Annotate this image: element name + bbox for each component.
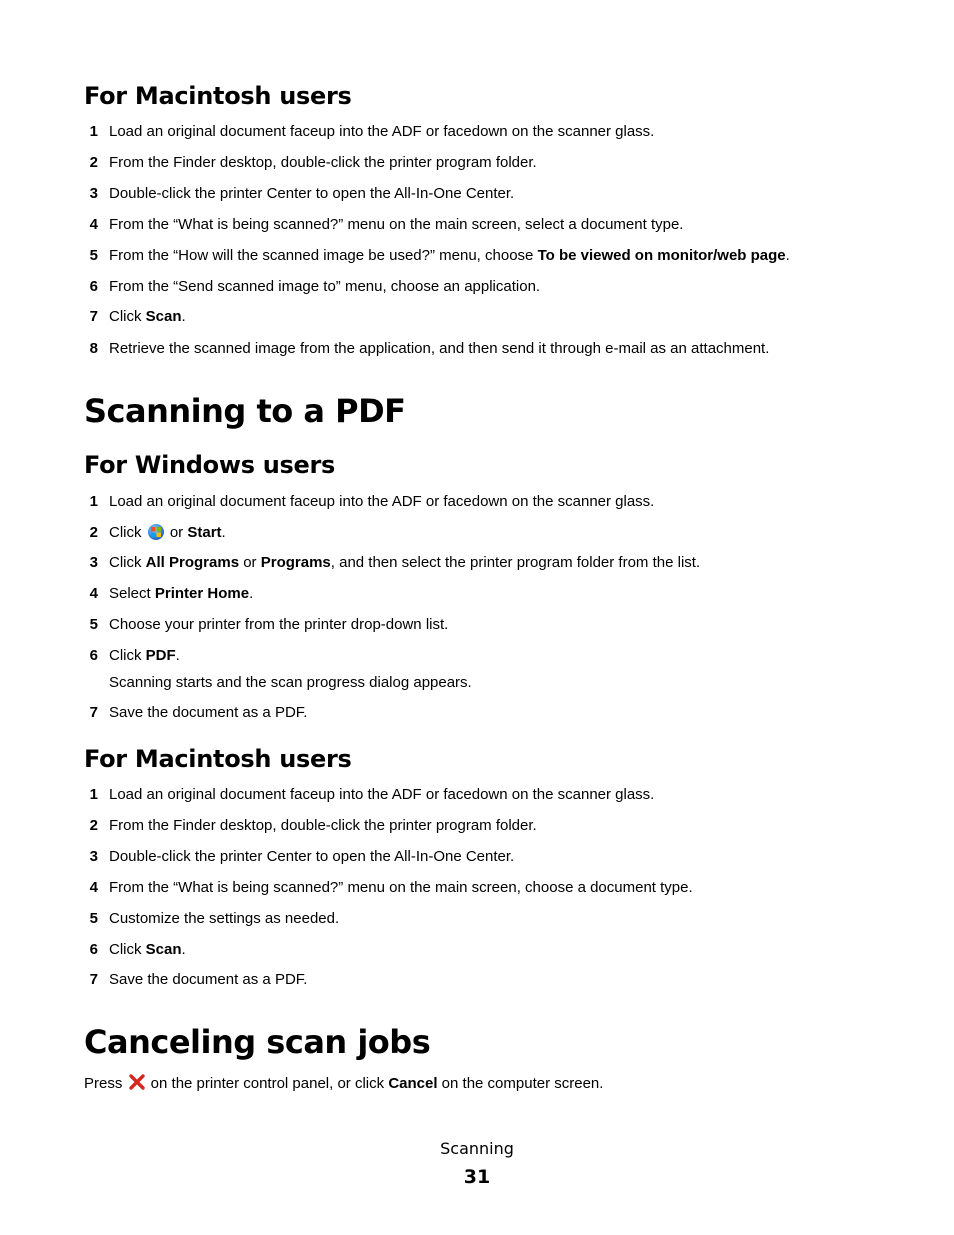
step-text: Choose your printer from the printer drop-down list.: [109, 616, 449, 633]
step-number: 1: [89, 123, 98, 140]
step-text: [109, 941, 186, 959]
step-text: [109, 247, 790, 265]
windows-start-orb-icon: [148, 524, 164, 540]
step-number: 3: [89, 554, 98, 571]
step-number: 3: [89, 848, 98, 865]
step-number: 5: [89, 616, 98, 633]
step-text-part: .: [181, 308, 186, 325]
cancel-x-icon: [128, 1073, 146, 1091]
step-text: [109, 585, 253, 603]
section-title-canceling-scan-jobs: Canceling scan jobs: [84, 1023, 431, 1061]
step-number: 7: [89, 704, 98, 721]
step-text: [109, 524, 226, 542]
cancel-button-label: Cancel: [388, 1075, 438, 1092]
step-number: 1: [89, 493, 98, 510]
section-title-scanning-to-pdf: Scanning to a PDF: [84, 392, 406, 430]
paragraph-text-part: Press: [84, 1075, 127, 1092]
step-text: [109, 647, 180, 665]
step-menu-label: Programs: [260, 554, 331, 571]
step-text-part: or: [165, 524, 188, 541]
footer-page-number: 31: [463, 1166, 491, 1188]
cancel-instructions: [84, 1073, 603, 1093]
step-text-part: Click: [109, 647, 146, 664]
step-number: 8: [89, 340, 98, 357]
step-text: Save the document as a PDF.: [109, 971, 308, 988]
step-number: 2: [89, 524, 98, 541]
step-menu-label: All Programs: [145, 554, 240, 571]
step-text: From the “What is being scanned?” menu on the main screen, choose a document type.: [109, 879, 693, 896]
step-text: From the “What is being scanned?” menu on the main screen, select a document type.: [109, 216, 684, 233]
step-number: 2: [89, 817, 98, 834]
step-number: 5: [89, 247, 98, 264]
step-text: Load an original document faceup into the ADF or facedown on the scanner glass.: [109, 493, 655, 510]
step-text: From the “Send scanned image to” menu, choose an application.: [109, 278, 541, 295]
step-button-label: PDF: [145, 647, 176, 664]
step-text: Load an original document faceup into the ADF or facedown on the scanner glass.: [109, 786, 655, 803]
step-text-part: Click: [109, 524, 146, 541]
step-text-part: Click: [109, 941, 146, 958]
step-number: 4: [89, 585, 98, 602]
step-text: [109, 554, 700, 572]
step-number: 1: [89, 786, 98, 803]
step-text-part: or: [239, 554, 261, 571]
step-button-label: Scan: [145, 308, 182, 325]
paragraph-text-part: on the computer screen.: [437, 1075, 604, 1092]
step-text: Retrieve the scanned image from the application, and then send it through e-mail as an attachment.: [109, 340, 770, 357]
step-text: Save the document as a PDF.: [109, 704, 308, 721]
step-option-label: To be viewed on monitor/web page: [537, 247, 786, 264]
step-number: 4: [89, 216, 98, 233]
step-note: Scanning starts and the scan progress dialog appears.: [109, 674, 472, 691]
step-text-part: Click: [109, 554, 146, 571]
step-text: From the Finder desktop, double-click the printer program folder.: [109, 154, 537, 171]
step-menu-label: Printer Home: [154, 585, 250, 602]
step-text: Load an original document faceup into the ADF or facedown on the scanner glass.: [109, 123, 655, 140]
step-text-part: Select: [109, 585, 155, 602]
step-number: 6: [89, 278, 98, 295]
step-button-label: Scan: [145, 941, 182, 958]
section-heading-macintosh: For Macintosh users: [84, 82, 352, 110]
footer-chapter-label: Scanning: [440, 1139, 514, 1158]
paragraph-text-part: on the printer control panel, or click: [146, 1075, 389, 1092]
step-text-part: .: [175, 647, 180, 664]
step-text: [109, 308, 186, 326]
step-number: 2: [89, 154, 98, 171]
step-text-part: , and then select the printer program folder from the list.: [330, 554, 701, 571]
step-text-part: .: [181, 941, 186, 958]
section-heading-macintosh-pdf: For Macintosh users: [84, 745, 352, 773]
step-number: 6: [89, 941, 98, 958]
step-text-part: Click: [109, 308, 146, 325]
step-text-part: .: [249, 585, 254, 602]
step-number: 4: [89, 879, 98, 896]
step-text: From the Finder desktop, double-click the printer program folder.: [109, 817, 537, 834]
step-number: 7: [89, 308, 98, 325]
step-number: 7: [89, 971, 98, 988]
step-number: 3: [89, 185, 98, 202]
step-text-part: From the “How will the scanned image be used?” menu, choose: [109, 247, 538, 264]
step-text: Double-click the printer Center to open the All-In-One Center.: [109, 848, 515, 865]
step-text: Customize the settings as needed.: [109, 910, 340, 927]
step-button-label: Start: [187, 524, 222, 541]
section-heading-windows: For Windows users: [84, 451, 336, 479]
step-text-part: .: [221, 524, 226, 541]
step-number: 6: [89, 647, 98, 664]
step-number: 5: [89, 910, 98, 927]
step-text-part: .: [785, 247, 790, 264]
step-text: Double-click the printer Center to open the All-In-One Center.: [109, 185, 515, 202]
